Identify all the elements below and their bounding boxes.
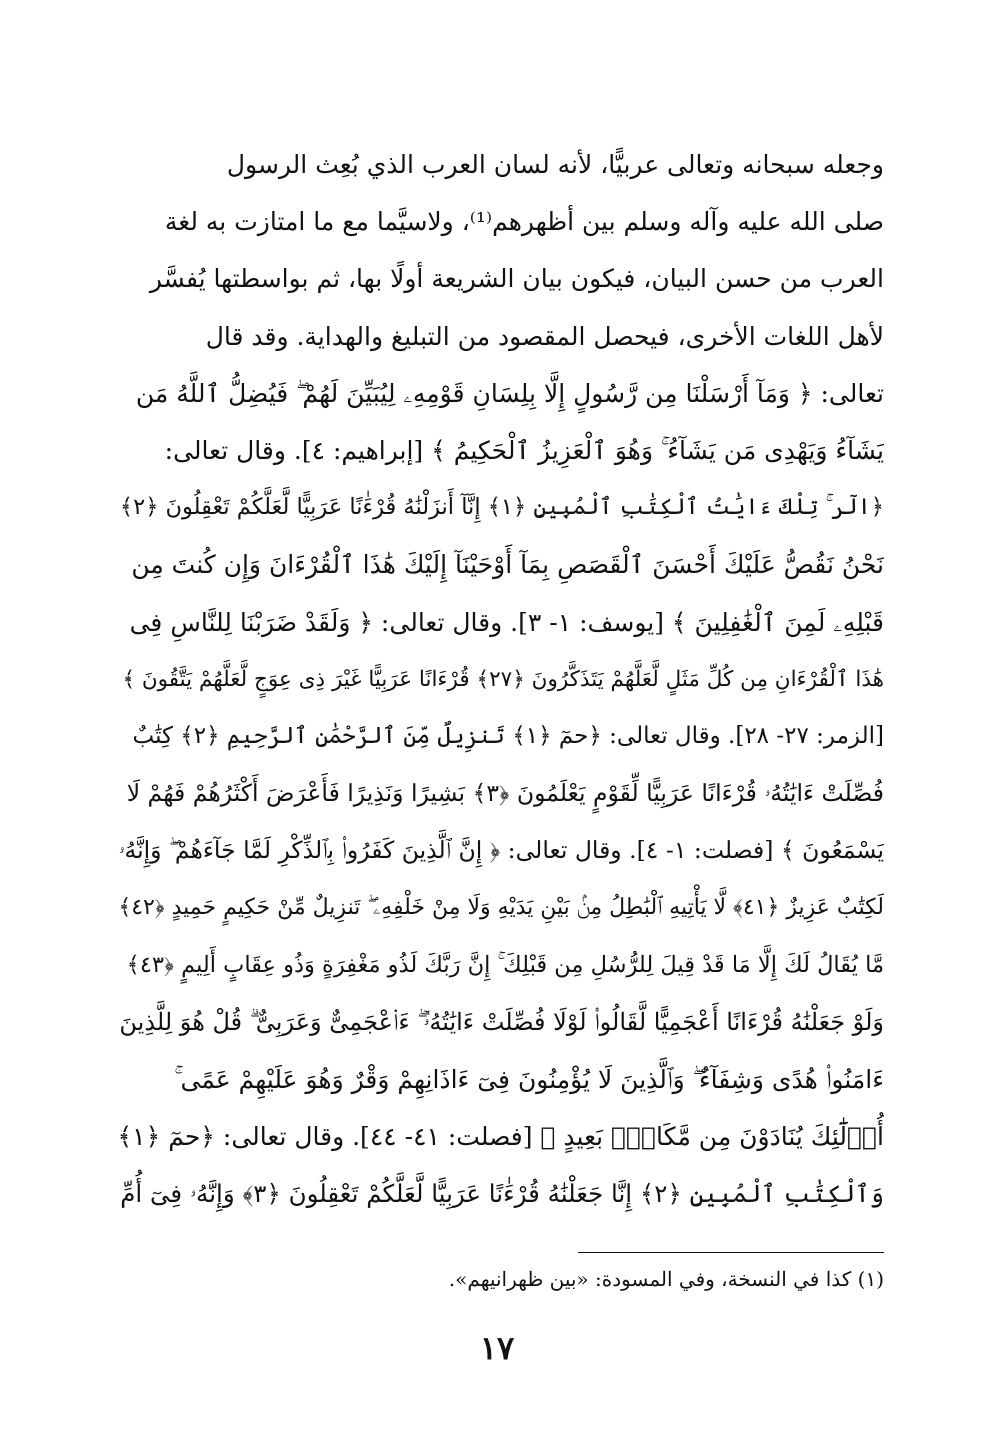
text-line: أُو۟لَٰٓئِكَ يُنَادَوْنَ مِن مَّكَانٍۭ بَعِيدٍ ﴾ [فصلت: ٤١- ٤٤]. وقال تعالى: ﴿حمٓ ﴿١﴾ bbox=[118, 1122, 884, 1152]
text-line: صلى الله عليه وآله وسلم بين أظهرهم⁽¹⁾، ولاسيَّما مع ما امتازت به لغة bbox=[164, 207, 884, 237]
page-number: ١٧ bbox=[479, 1329, 515, 1367]
text-line: ءَامَنُوا۟ هُدًى وَشِفَآءٌ ۖ وَٱلَّذِينَ لَا يُؤْمِنُونَ فِىٓ ءَاذَانِهِمْ وَقْرٌ وَهُوَ عَلَيْهِمْ عَمًى ۚ bbox=[174, 1065, 884, 1094]
text-line: قَبْلِهِۦ لَمِنَ ٱلْغَٰفِلِينَ ﴾ [يوسف: ١- ٣]. وقال تعالى: ﴿ وَلَقَدْ ضَرَبْنَا لِلنَّاسِ فِى bbox=[129, 607, 884, 637]
footnote-divider bbox=[578, 1252, 884, 1253]
text-line: يَشَآءُ وَيَهْدِى مَن يَشَآءُ ۚ وَهُوَ ٱلْعَزِيزُ ٱلْحَكِيمُ ﴾ [إبراهيم: ٤]. وقال تعالى: bbox=[164, 435, 884, 465]
text-line: مَّا يُقَالُ لَكَ إِلَّا مَا قَدْ قِيلَ لِلرُّسُلِ مِن قَبْلِكَ ۚ إِنَّ رَبَّكَ لَذُو مَغْفِرَةٍ وَذُو عِقَابٍ أَلِيمٍ ﴿٤٣﴾ bbox=[126, 951, 884, 978]
text-line: [الزمر: ٢٧- ٢٨]. وقال تعالى: ﴿حمٓ ﴿١﴾ تَنزِيلٌ مِّنَ ٱلرَّحْمَٰنِ ٱلرَّحِيمِ ﴿٢﴾ كِتَٰبٌ bbox=[132, 722, 884, 749]
text-line: تعالى: ﴿ وَمَآ أَرْسَلْنَا مِن رَّسُولٍ إِلَّا بِلِسَانِ قَوْمِهِۦ لِيُبَيِّنَ لَهُمْ ۖ فَيُضِلُّ ٱللَّهُ مَن bbox=[135, 378, 884, 408]
text-line: لَكِتَٰبٌ عَزِيزٌ ﴿٤١﴾ لَّا يَأْتِيهِ ٱلْبَٰطِلُ مِنۢ بَيْنِ يَدَيْهِ وَلَا مِنْ خَلْفِهِۦ ۖ تَنزِيلٌ مِّنْ حَكِيمٍ حَمِيدٍ ﴿٤٢﴾ bbox=[118, 895, 884, 921]
text-line: وَلَوْ جَعَلْنَٰهُ قُرْءَانًا أَعْجَمِيًّا لَّقَالُوا۟ لَوْلَا فُصِّلَتْ ءَايَٰتُهُۥٓ ۖ ءَا۬عْجَمِىٌّ وَعَرَبِىٌّ ۗ قُلْ هُوَ لِلَّذِينَ bbox=[119, 1007, 884, 1036]
text-line: ﴿الٓر ۚ تِلْكَ ءَايَٰتُ ٱلْكِتَٰبِ ٱلْمُبِينِ ﴿١﴾ إِنَّآ أَنزَلْنَٰهُ قُرْءَٰنًا عَرَبِيًّا لَّعَلَّكُمْ تَعْقِلُونَ ﴿٢﴾ bbox=[119, 494, 884, 521]
text-line: العرب من حسن البيان، فيكون بيان الشريعة أولًا بها، ثم بواسطتها يُفسَّر bbox=[149, 264, 884, 294]
footnote: (١) كذا في النسخة، وفي المسودة: «بين ظهرانيهم». bbox=[448, 1267, 884, 1291]
text-line: يَسْمَعُونَ ﴾ [فصلت: ١- ٤]. وقال تعالى: ﴿ إِنَّ ٱلَّذِينَ كَفَرُوا۟ بِٱلذِّكْرِ لَمَّا جَآءَهُمْ ۖ وَإِنَّهُۥ bbox=[118, 836, 884, 865]
text-line: هَٰذَا ٱلْقُرْءَانِ مِن كُلِّ مَثَلٍ لَّعَلَّهُمْ يَتَذَكَّرُونَ ﴿٢٧﴾ قُرْءَانًا عَرَبِيًّا غَيْرَ ذِى عِوَجٍ لَّعَلَّهُمْ يَتَّقُونَ ﴾ bbox=[122, 666, 884, 692]
text-line: نَحْنُ نَقُصُّ عَلَيْكَ أَحْسَنَ ٱلْقَصَصِ بِمَآ أَوْحَيْنَآ إِلَيْكَ هَٰذَا ٱلْقُرْءَانَ وَإِن كُنتَ مِن bbox=[131, 550, 884, 580]
text-line: لأهل اللغات الأخرى، فيحصل المقصود من التبليغ والهداية. وقد قال bbox=[205, 321, 884, 351]
text-line: وجعله سبحانه وتعالى عربيًّا، لأنه لسان العرب الذي بُعِث الرسول bbox=[226, 150, 884, 179]
text-line: فُصِّلَتْ ءَايَٰتُهُۥ قُرْءَانًا عَرَبِيًّا لِّقَوْمٍ يَعْلَمُونَ ﴿٣﴾ بَشِيرًا وَنَذِيرًا فَأَعْرَضَ أَكْثَرُهُمْ فَهُمْ لَا bbox=[126, 779, 884, 808]
text-line: وَٱلْكِتَٰبِ ٱلْمُبِينِ ﴿٢﴾ إِنَّا جَعَلْنَٰهُ قُرْءَٰنًا عَرَبِيًّا لَّعَلَّكُمْ تَعْقِلُونَ ﴿٣﴾ وَإِنَّهُۥ فِىٓ أُمِّ bbox=[120, 1179, 884, 1209]
main-text-block bbox=[118, 136, 884, 1223]
